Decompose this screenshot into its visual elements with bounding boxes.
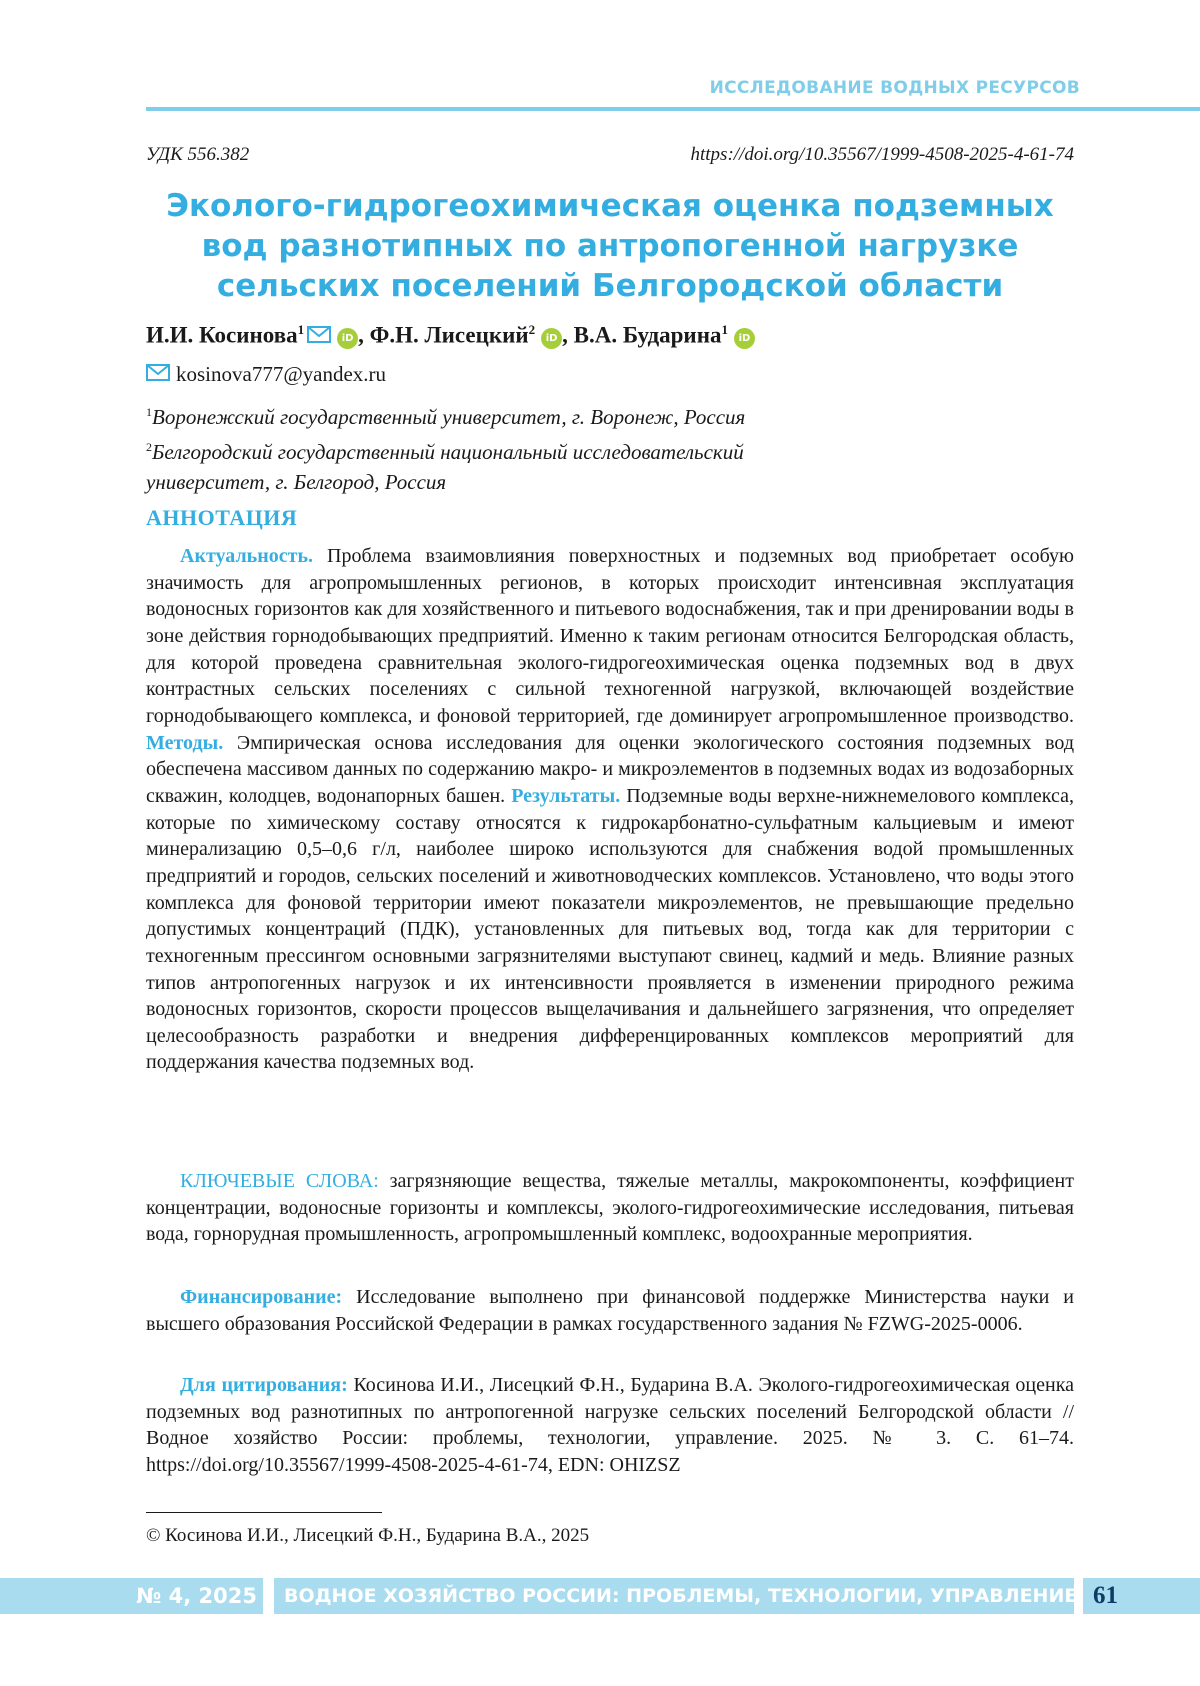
affiliations bbox=[146, 397, 1074, 497]
footer-journal-title: ВОДНОЕ ХОЗЯЙСТВО РОССИИ: ПРОБЛЕМЫ, ТЕХНОЛОГИИ, УПРАВЛЕНИЕ bbox=[274, 1578, 1074, 1614]
affiliation-text: университет, г. Белгород, Россия bbox=[146, 470, 447, 494]
affiliation-number: 1 bbox=[146, 405, 152, 419]
author-separator: , bbox=[562, 322, 574, 348]
keywords-text: загрязняющие вещества, тяжелые металлы, макрокомпоненты, коэффициент концентрации, водоносные горизонты и комплексы, эколого-гидрогеохимические исследования, питьевая вода, горнорудная промышленность, агропромышленный комплекс, водоохранные мероприятия. bbox=[146, 1170, 1074, 1246]
affiliation-line bbox=[146, 432, 1074, 467]
keywords-label: КЛЮЧЕВЫЕ СЛОВА: bbox=[180, 1170, 379, 1192]
article-title bbox=[146, 186, 1074, 306]
affiliation-line bbox=[146, 467, 1074, 497]
keywords bbox=[146, 1168, 1074, 1248]
author-affiliation-mark: 1 bbox=[297, 322, 305, 337]
orcid-icon[interactable]: iD bbox=[337, 328, 358, 349]
author-name: В.А. Бударина bbox=[573, 322, 722, 348]
methods-text: Эмпирическая основа исследования для оценки экологического состояния подземных вод обеспечена массивом данных по содержанию макро- и микроэлементов в подземных водах из водозаборных скважин, колодцев, водонапорных башен. bbox=[146, 731, 1074, 807]
orcid-icon[interactable]: iD bbox=[734, 328, 755, 349]
author-list bbox=[146, 322, 1074, 349]
mail-icon[interactable] bbox=[307, 323, 331, 349]
title-line: Эколого-гидрогеохимическая оценка подземных bbox=[166, 188, 1054, 224]
author-separator: , bbox=[358, 322, 370, 348]
funding-text: Исследование выполнено при финансовой поддержке Министерства науки и высшего образования Российской Федерации в рамках государственного задания № FZWG-2025-0006. bbox=[146, 1286, 1074, 1335]
affiliation-line bbox=[146, 397, 1074, 432]
footnote-rule bbox=[146, 1512, 382, 1513]
footer-bar bbox=[0, 1578, 1200, 1614]
copyright: © Косинова И.И., Лисецкий Ф.Н., Бударина В.А., 2025 bbox=[146, 1525, 590, 1546]
funding bbox=[146, 1284, 1074, 1337]
meta-row bbox=[146, 144, 1074, 166]
running-header: ИССЛЕДОВАНИЕ ВОДНЫХ РЕСУРСОВ bbox=[709, 78, 1080, 98]
header-rule bbox=[146, 107, 1200, 111]
abstract-text bbox=[146, 543, 1074, 1076]
relevance-label: Актуальность. bbox=[180, 545, 314, 567]
citation bbox=[146, 1372, 1074, 1479]
affiliation-text: Воронежский государственный университет, г. Воронеж, Россия bbox=[152, 405, 746, 429]
citation-label: Для цитирования: bbox=[180, 1374, 348, 1396]
results-label: Результаты. bbox=[511, 784, 621, 807]
mail-icon bbox=[146, 362, 170, 387]
author-affiliation-mark: 2 bbox=[528, 322, 536, 337]
relevance-text: Проблема взаимовлияния поверхностных и подземных вод приобретает особую значимость для агропромышленных регионов, в которых происходит интенсивная эксплуатация водоносных горизонтов как для хозяйственного и питьевого водоснабжения, так и при дренировании воды в зоне действия горнодобывающих предприятий. Именно к таким регионам относится Белгородская область, для которой проведена сравнительная эколого-гидрогеохимическая оценка подземных вод в двух контрастных сельских поселениях с сильной техногенной нагрузкой, включающей воздействие горнодобывающего комплекса, и фоновой территорией, где доминирует агропромышленное производство. bbox=[146, 545, 1074, 727]
author-affiliation-mark: 1 bbox=[721, 322, 728, 337]
footer-issue: № 4, 2025 bbox=[0, 1578, 263, 1614]
email-address[interactable]: kosinova777@yandex.ru bbox=[176, 362, 387, 386]
results-text: Подземные воды верхне-нижнемелового комплекса, которые по химическому составу относятся к гидрокарбонатно-сульфатным кальциевым и имеют минерализацию 0,5–0,6 г/л, наиболее широко используются для снабжения водой промышленных предприятий и городов, сельских поселений и животноводческих комплексов. Установлено, что воды этого комплекса для фоновой территории имеют показатели микроэлементов, не превышающие предельно допустимых концентраций (ПДК), установленных для питьевых вод, тогда как для территории с техногенным прессингом основными загрязнителями выступают свинец, кадмий и медь. Влияние разных типов антропогенных нагрузок и их интенсивности проявляется в изменении природного режима водоносных горизонтов, скорости процессов выщелачивания и дальнейшего загрязнения, что определяет целесообразность разработки и внедрения дифференцированных комплексов мероприятий для поддержания качества подземных вод. bbox=[146, 784, 1075, 1074]
title-line: вод разнотипных по антропогенной нагрузке bbox=[201, 228, 1019, 264]
corresponding-email bbox=[146, 362, 386, 387]
methods-label: Методы. bbox=[146, 731, 224, 754]
citation-text: Косинова И.И., Лисецкий Ф.Н., Бударина В.А. Эколого-гидрогеохимическая оценка подземных вод разнотипных по антропогенной нагрузке сельских поселений Белгородской области // Водное хозяйство России: проблемы, технологии, управление. 2025. № 3. С. 61–74. https://doi.org/10.35567/1999-4508-2025-4-61-74, EDN: OHIZSZ bbox=[146, 1374, 1074, 1476]
annotation-heading: АННОТАЦИЯ bbox=[146, 505, 298, 530]
affiliation-number: 2 bbox=[146, 440, 152, 454]
author-name: Ф.Н. Лисецкий bbox=[369, 322, 529, 348]
page-number: 61 bbox=[1083, 1578, 1200, 1614]
affiliation-text: Белгородский государственный национальный исследовательский bbox=[152, 440, 744, 464]
author-name: И.И. Косинова bbox=[146, 322, 298, 348]
title-line: сельских поселений Белгородской области bbox=[216, 268, 1004, 304]
udc-code: УДК 556.382 bbox=[146, 144, 250, 165]
doi-link[interactable]: https://doi.org/10.35567/1999-4508-2025-4-61-74 bbox=[690, 144, 1074, 165]
funding-label: Финансирование: bbox=[180, 1286, 343, 1308]
orcid-icon[interactable]: iD bbox=[541, 328, 562, 349]
